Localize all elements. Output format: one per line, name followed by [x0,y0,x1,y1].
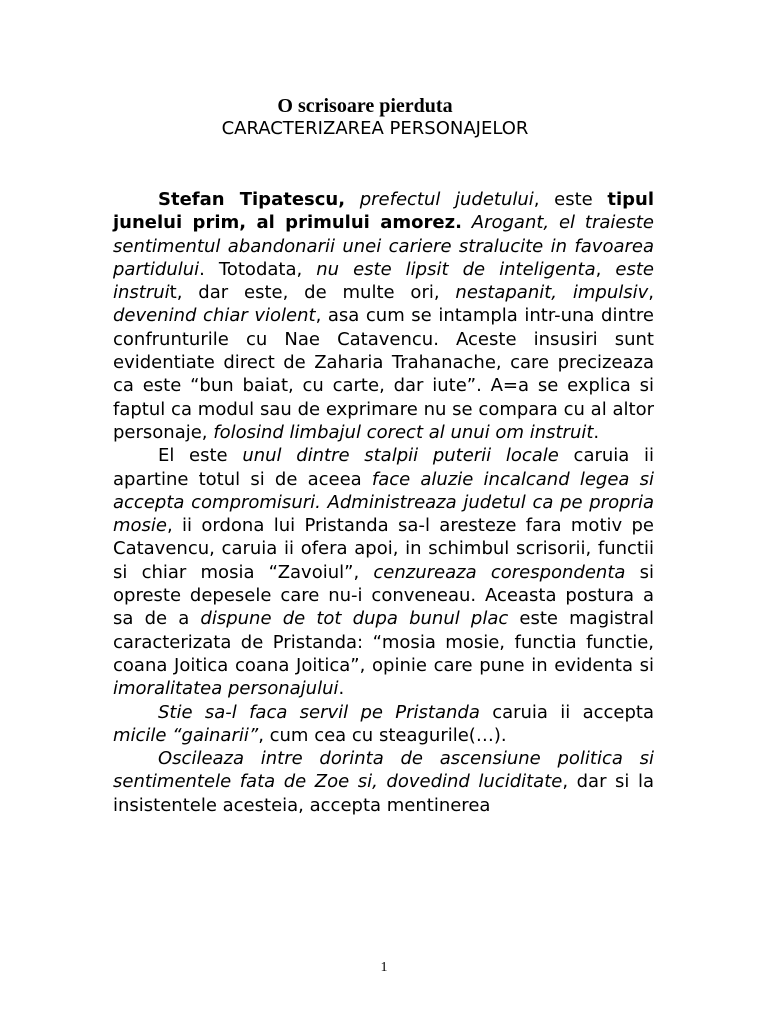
text-span: , [648,282,655,304]
text-span: , asa cum se intampla intr-una dintre confrunturile cu Nae Catavencu. Aceste insusiri sunt evidentiate direct de Zaharia Trahanache, care precizeaza ca este “bun baiat, cu carte, dar iute”. A=a se explica si faptul ca modul sau de exprimare nu se compara cu al altor personaje, [113,305,654,443]
bold-text: tipul junelui prim, al primului amorez. [113,189,655,234]
document-body [113,188,654,817]
paragraph-2 [113,444,654,700]
italic-text: Arogant, el traieste sentimentul abandonarii unei cariere stralucite in favoarea partidului [113,212,654,280]
text-span: . Totodata, [199,258,317,280]
text-span: este magistral caracterizata de Pristanda: “mosia mosie, functia functie, coana Joitica coana Joitica”, opinie care pune in evidenta si [113,608,655,676]
text-span: . [593,421,600,443]
italic-text: Oscileaza intre dorinta de ascensiune politica si sentimentele fata de Zoe si, dovedind luciditate [113,748,654,793]
italic-text: nestapanit, impulsiv [455,282,649,304]
italic-text: dispune de tot dupa bunul plac [200,608,509,630]
character-name: Stefan Tipatescu, [158,189,346,210]
paragraph-1 [113,188,654,444]
text-span: si opreste depesele care nu-i conveneau. Aceasta postura a sa de a [113,561,655,630]
text-span: , ii ordona lui Pristanda sa-l aresteze fara motiv pe Catavencu, caruia ii ofera apoi, in schimbul scrisorii, functii si chiar mosia “Zavoiul”, [113,515,654,583]
document-title: O scrisoare pierduta [277,95,453,117]
italic-text: imoralitatea personajului [113,678,339,700]
text-span: , cum cea cu steagurile(…). [258,724,507,746]
italic-text: folosind limbajul corect al unui om instruit [213,421,594,443]
page-number: 1 [380,960,388,975]
italic-text: unul dintre stalpii puterii locale [242,445,559,467]
text-span [462,212,472,233]
text-span [345,189,360,210]
text-span: , dar si la insistentele acesteia, accepta mentinerea [113,771,655,816]
italic-text: devenind chiar violent [113,305,316,327]
text-span: , [595,258,616,280]
text-span: caruia ii apartine totul si de aceea [113,445,654,490]
italic-text: prefectul judetului [359,189,534,210]
document-subtitle: CARACTERIZAREA PERSONAJELOR [221,118,529,139]
paragraph-3 [113,701,654,748]
text-span: caruia ii accepta [479,701,654,723]
italic-text: micile “gainarii” [113,724,259,746]
paragraph-4 [113,747,654,817]
text-span: t, dar este, de multe ori, [169,282,456,304]
text-span: , este [533,189,608,210]
text-span: El este [158,445,243,467]
italic-text: face aluzie incalcand legea si accepta compromisuri. Administreaza judetul ca pe propria mosie [113,468,654,537]
italic-text: este instrui [113,258,654,304]
italic-text: nu este lipsit de inteligenta [316,258,596,280]
italic-text: Stie sa-l faca servil pe Pristanda [158,701,480,723]
italic-text: cenzureaza corespondenta [373,561,626,583]
text-span: . [338,678,345,700]
